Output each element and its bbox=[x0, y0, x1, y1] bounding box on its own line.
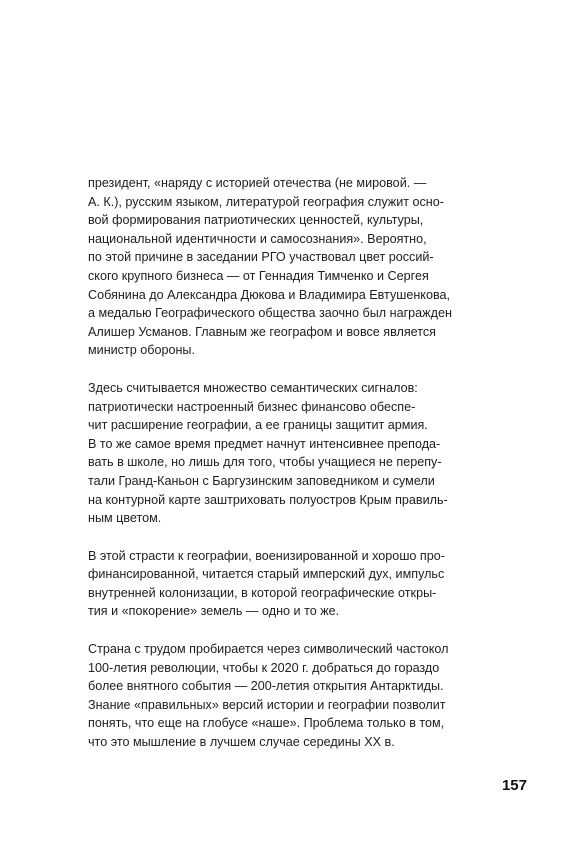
text-line: В этой страсти к географии, военизированной и хорошо про- bbox=[88, 548, 445, 563]
text-line: Здесь считывается множество семантических сигналов: bbox=[88, 380, 418, 395]
text-line: тия и «покорение» земель — одно и то же. bbox=[88, 604, 340, 619]
text-line: по этой причине в заседании РГО участвовал цвет россий- bbox=[88, 250, 434, 265]
text-line: что это мышление в лучшем случае середины XX в. bbox=[88, 735, 395, 750]
text-line: ского крупного бизнеса — от Геннадия Тимченко и Сергея bbox=[88, 268, 429, 283]
body-text bbox=[88, 174, 488, 771]
text-line: внутренней колонизации, в которой географические откры- bbox=[88, 585, 437, 600]
text-line: Страна с трудом пробирается через символический частокол bbox=[88, 642, 449, 657]
text-line: на контурной карте заштриховать полуостров Крым правиль- bbox=[88, 492, 448, 507]
paragraph-1 bbox=[88, 174, 488, 360]
text-line: министр обороны. bbox=[88, 343, 195, 358]
text-line: президент, «наряду с историей отечества (не мировой. — bbox=[88, 176, 427, 190]
text-line: Алишер Усманов. Главным же географом и вовсе является bbox=[88, 324, 437, 339]
text-line: В то же самое время предмет начнут интенсивнее препода- bbox=[88, 436, 441, 451]
text-line: Собянина до Александра Дюкова и Владимира Евтушенкова, bbox=[88, 287, 451, 302]
text-line: 100-летия революции, чтобы к 2020 г. добраться до гораздо bbox=[88, 660, 440, 675]
paragraph-3 bbox=[88, 547, 488, 621]
paragraph-2 bbox=[88, 379, 488, 528]
text-line: чит расширение географии, а ее границы защитит армия. bbox=[88, 418, 428, 433]
text-line: тали Гранд-Каньон с Баргузинским заповедником и сумели bbox=[88, 473, 435, 488]
text-line: патриотически настроенный бизнес финансово обеспе- bbox=[88, 399, 416, 414]
text-line: национальной идентичности и самосознания». Вероятно, bbox=[88, 231, 427, 246]
page-number: 157 bbox=[501, 777, 527, 794]
text-line: А. К.), русским языком, литературой география служит осно- bbox=[88, 194, 444, 209]
text-line: ным цветом. bbox=[88, 511, 162, 526]
text-line: Знание «правильных» версий истории и географии позволит bbox=[88, 697, 446, 712]
text-line: а медалью Географического общества заочно был награжден bbox=[88, 306, 452, 321]
text-line: финансированной, читается старый имперский дух, импульс bbox=[88, 567, 445, 582]
text-line: вать в школе, но лишь для того, чтобы учащиеся не перепу- bbox=[88, 455, 442, 470]
text-line: вой формирования патриотических ценностей, культуры, bbox=[88, 213, 424, 228]
text-line: понять, что еще на глобусе «наше». Проблема только в том, bbox=[88, 716, 445, 731]
paragraph-4 bbox=[88, 640, 488, 752]
text-line: более внятного события — 200-летия открытия Антарктиды. bbox=[88, 679, 444, 694]
